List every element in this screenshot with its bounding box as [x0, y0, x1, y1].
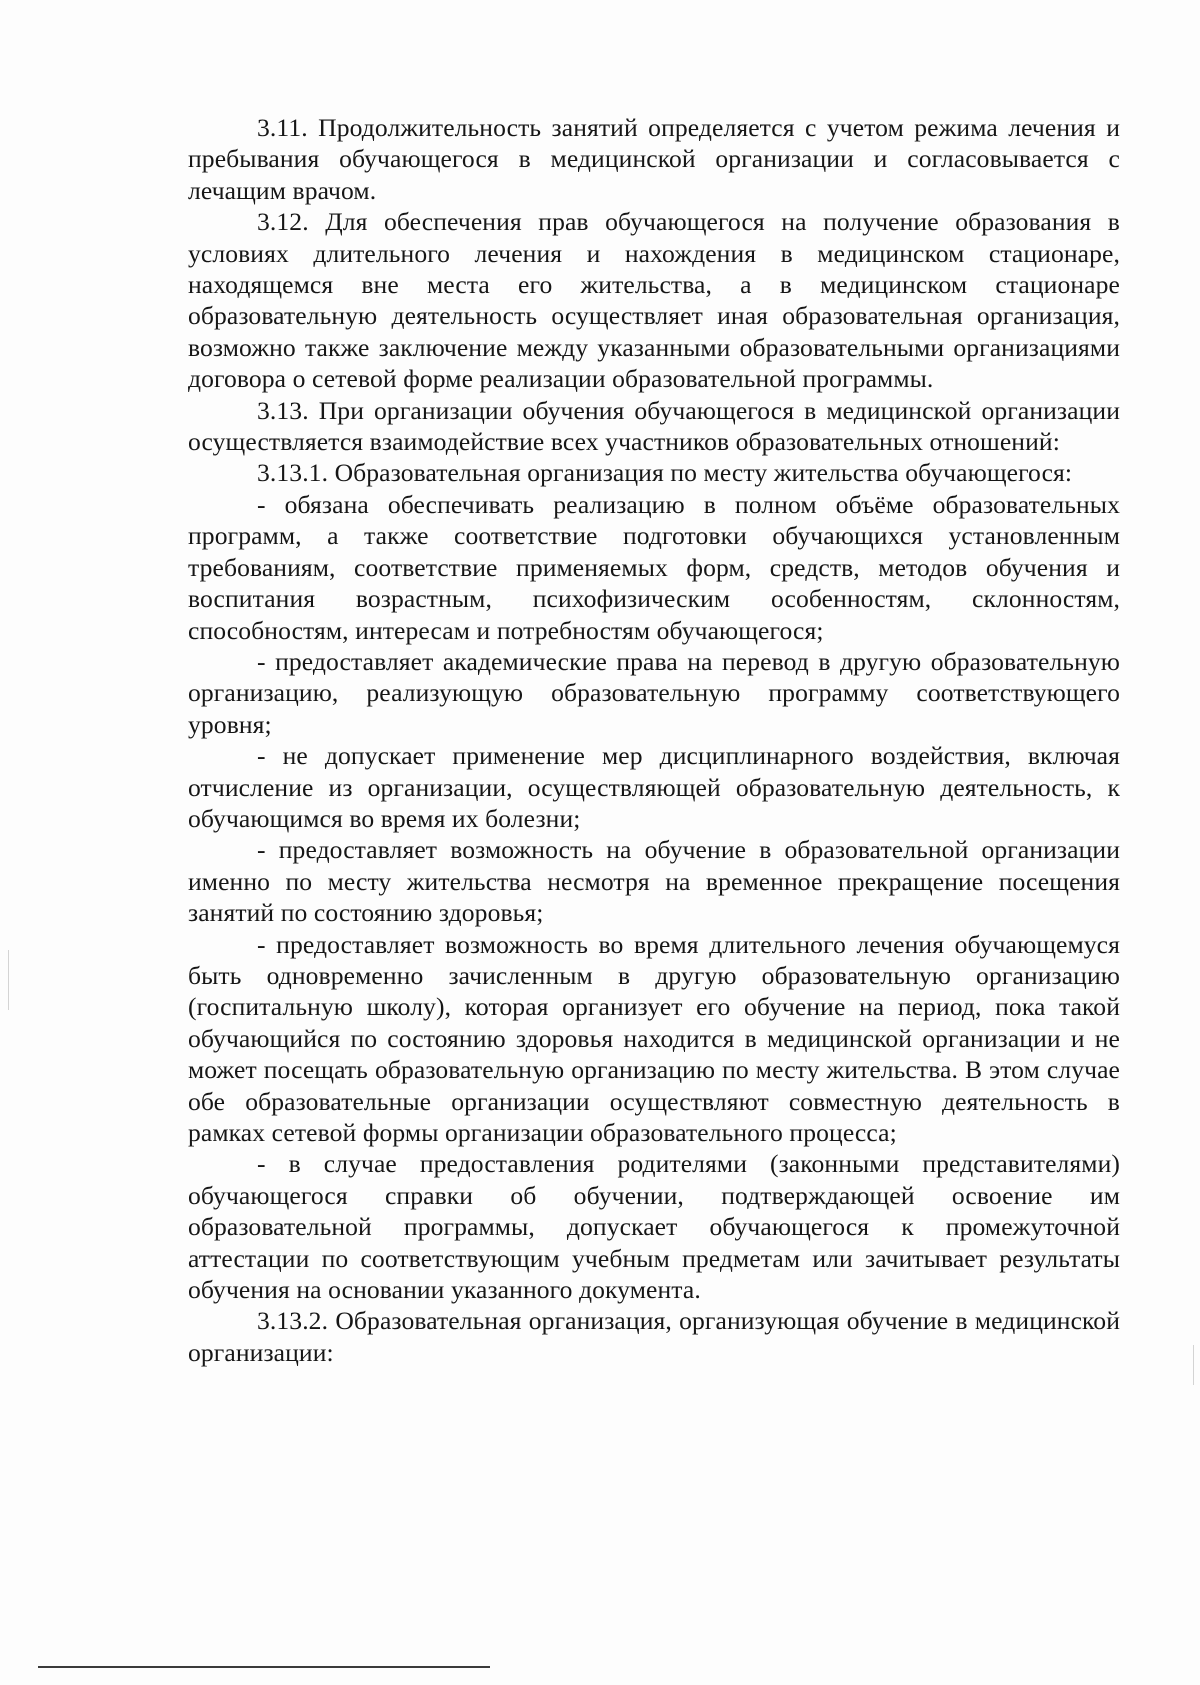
list-item-enrollment-kept: - предоставляет возможность на обучение в образовательной организации именно по месту жительства несмотря на временное прекращение посещения занятий по состоянию здоровья;: [188, 835, 1120, 928]
list-item-hospital-school: - предоставляет возможность во время длительного лечения обучающемуся быть одновременно зачисленным в другую образовательную организацию (госпитальную школу), которая организует его обучение на период, пока такой обучающийся по состоянию здоровья находится в медицинской организации и не может посещать образовательную организацию по месту жительства. В этом случае обе образовательные организации осуществляют совместную деятельность в рамках сетевой формы организации образовательного процесса;: [188, 929, 1120, 1147]
paragraph-3-12: 3.12. Для обеспечения прав обучающегося на получение образования в условиях длительного лечения и нахождения в медицинском стационаре, находящемся вне места его жительства, а в медицинском стационаре образовательную деятельность осуществляет иная образовательная организация, возможно также заключение между указанными образовательными организациями договора о сетевой форме реализации образовательной программы.: [188, 207, 1120, 394]
paragraph-3-13-2: 3.13.2. Образовательная организация, организующая обучение в медицинской организации:: [188, 1306, 1120, 1367]
footer-rule: [38, 1666, 490, 1668]
paragraph-3-13-1: 3.13.1. Образовательная организация по месту жительства обучающегося:: [257, 458, 1073, 488]
list-item-obligation: - обязана обеспечивать реализацию в полном объёме образовательных программ, а также соответствие подготовки обучающихся установленным требованиям, соответствие применяемых форм, средств, методов обучения и воспитания возрастным, психофизическим особенностям, склонностям, способностям, интересам и потребностям обучающегося;: [188, 489, 1120, 645]
list-item-certificate: - в случае предоставления родителями (законными представителями) обучающегося справки об обучении, подтверждающей освоение им образовательной программы, допускает обучающегося к промежуточной аттестации по соответствующим учебным предметам или зачитывает результаты обучения на основании указанного документа.: [188, 1149, 1120, 1305]
document-body: [188, 112, 1120, 1368]
scan-artifact-right: [1193, 1345, 1194, 1385]
paragraph-3-11: 3.11. Продолжительность занятий определяется с учетом режима лечения и пребывания обучающегося в медицинской организации и согласовывается с лечащим врачом.: [188, 113, 1120, 205]
scan-artifact-left: [8, 950, 9, 1010]
list-item-no-discipline: - не допускает применение мер дисциплинарного воздействия, включая отчисление из организации, осуществляющей образовательную деятельность, к обучающимся во время их болезни;: [188, 741, 1120, 833]
list-item-academic-rights: - предоставляет академические права на перевод в другую образовательную организацию, реализующую образовательную программу соответствующего уровня;: [188, 646, 1120, 739]
paragraph-3-13: 3.13. При организации обучения обучающегося в медицинской организации осуществляется взаимодействие всех участников образовательных отношений:: [188, 395, 1120, 457]
